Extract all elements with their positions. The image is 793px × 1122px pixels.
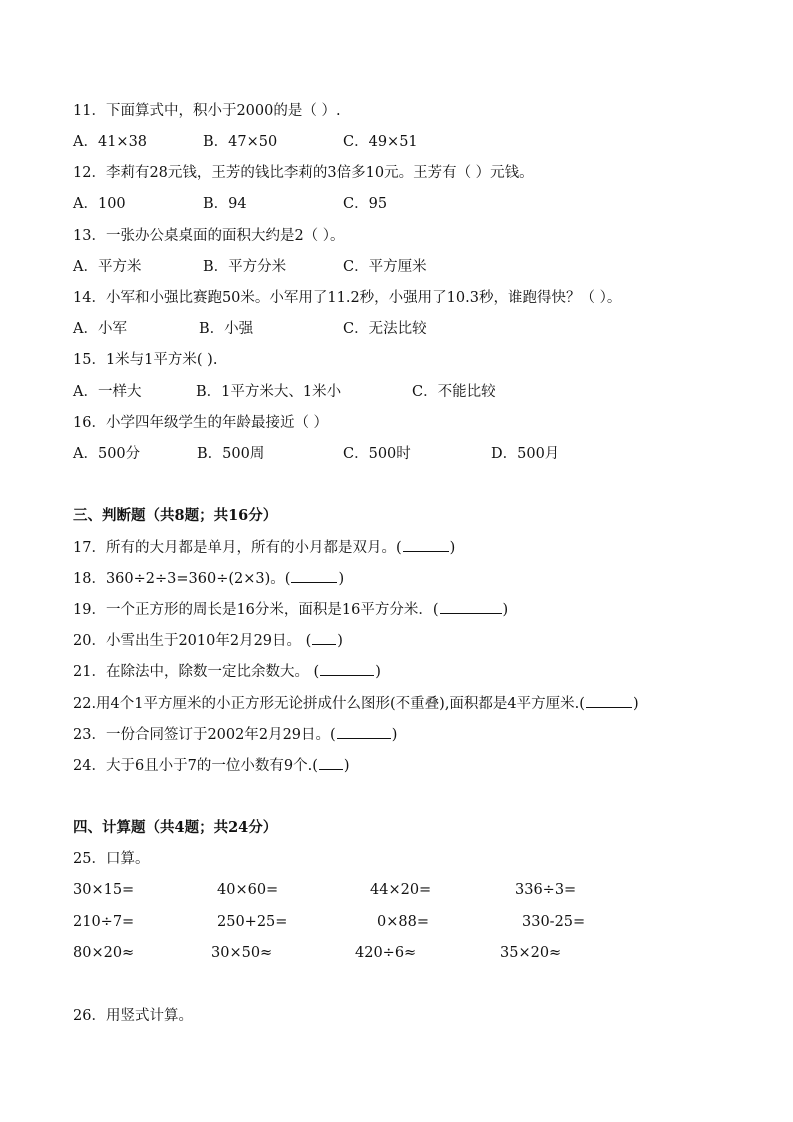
answer-blank[interactable] — [440, 599, 502, 614]
question-13-option-a: A．平方米 — [73, 259, 142, 275]
calc-item: 80×20≈ — [73, 945, 135, 961]
question-20-close: ) — [337, 633, 343, 649]
question-15-option-b: B．1平方米大、1米小 — [196, 384, 342, 400]
question-24-close: ) — [343, 758, 350, 774]
question-16-option-d: D．500月 — [491, 446, 560, 462]
calc-item: 420÷6≈ — [355, 945, 417, 961]
question-14-stem: 14．小军和小强比赛跑50米。小军用了11.2秒，小强用了10.3秒，谁跑得快？（ ）。 — [73, 290, 622, 306]
question-16-stem: 16．小学四年级学生的年龄最接近（ ） — [73, 415, 329, 431]
calc-item: 44×20= — [370, 882, 432, 898]
calc-item: 40×60= — [217, 882, 279, 898]
calc-item: 210÷7= — [73, 914, 135, 930]
question-11-option-b: B．47×50 — [203, 134, 278, 150]
question-24-text: 24．大于6且小于7的一位小数有9个.( — [73, 758, 318, 774]
question-21-close: ) — [375, 664, 381, 680]
question-13-option-b: B．平方分米 — [203, 259, 287, 275]
question-22-text: 22.用4个1平方厘米的小正方形无论拼成什么图形(不重叠),面积都是4平方厘米.( — [73, 696, 585, 712]
question-12-option-c: C．95 — [343, 196, 388, 212]
question-22 — [73, 693, 639, 714]
question-13-option-c: C．平方厘米 — [343, 259, 427, 275]
answer-blank[interactable] — [291, 568, 337, 583]
question-15-stem: 15．1米与1平方米( ). — [73, 352, 218, 368]
question-19 — [73, 599, 508, 620]
answer-blank[interactable] — [337, 724, 391, 739]
question-21 — [73, 661, 381, 682]
calc-item: 30×50≈ — [211, 945, 273, 961]
question-16-option-a: A．500分 — [73, 446, 141, 462]
question-18-close: ) — [338, 571, 345, 587]
question-18-text: 18．360÷2÷3=360÷(2×3)。( — [73, 571, 291, 587]
question-16-option-b: B．500周 — [197, 446, 265, 462]
question-17-text: 17．所有的大月都是单月，所有的小月都是双月。( — [73, 540, 402, 556]
question-12-option-a: A．100 — [73, 196, 126, 212]
question-24 — [73, 755, 350, 776]
question-17 — [73, 537, 455, 558]
calc-item: 336÷3= — [515, 882, 577, 898]
question-20 — [73, 630, 343, 651]
calc-item: 35×20≈ — [500, 945, 562, 961]
question-12-stem: 12．李莉有28元钱，王芳的钱比李莉的3倍多10元。王芳有（ ）元钱。 — [73, 165, 534, 181]
question-11-stem: 11．下面算式中，积小于2000的是（ ）. — [73, 103, 341, 119]
question-23 — [73, 724, 397, 745]
answer-blank[interactable] — [586, 693, 632, 708]
question-22-close: ) — [632, 696, 639, 712]
calc-item: 330-25= — [522, 914, 586, 930]
question-23-close: ) — [391, 727, 398, 743]
question-14-option-b: B．小强 — [199, 321, 254, 337]
question-14-option-a: A．小军 — [73, 321, 127, 337]
calc-item: 250+25= — [217, 914, 288, 930]
question-21-text: 21．在除法中，除数一定比余数大。 ( — [73, 664, 320, 680]
question-19-close: ) — [502, 602, 509, 618]
question-19-text: 19．一个正方形的周长是16分米，面积是16平方分米．( — [73, 602, 439, 618]
question-23-text: 23．一份合同签订于2002年2月29日。( — [73, 727, 336, 743]
calc-item: 30×15= — [73, 882, 135, 898]
question-14-option-c: C．无法比较 — [343, 321, 427, 337]
answer-blank[interactable] — [312, 630, 336, 645]
answer-blank[interactable] — [319, 755, 343, 770]
question-16-option-c: C．500时 — [343, 446, 411, 462]
section-3-title: 三、判断题（共8题；共16分） — [73, 507, 278, 524]
question-15-option-c: C．不能比较 — [412, 384, 496, 400]
question-11-option-a: A．41×38 — [73, 134, 148, 150]
answer-blank[interactable] — [320, 661, 374, 676]
calc-item: 0×88= — [377, 914, 429, 930]
question-25-stem: 25．口算。 — [73, 851, 150, 867]
section-4-title: 四、计算题（共4题；共24分） — [73, 819, 278, 836]
question-15-option-a: A．一样大 — [73, 384, 142, 400]
question-12-option-b: B．94 — [203, 196, 247, 212]
answer-blank[interactable] — [403, 537, 449, 552]
question-18 — [73, 568, 344, 589]
question-26-stem: 26．用竖式计算。 — [73, 1008, 193, 1024]
question-11-option-c: C．49×51 — [343, 134, 418, 150]
question-13-stem: 13．一张办公桌桌面的面积大约是2（ ）。 — [73, 228, 345, 244]
question-17-close: ) — [449, 540, 456, 556]
question-20-text: 20．小雪出生于2010年2月29日。 ( — [73, 633, 312, 649]
